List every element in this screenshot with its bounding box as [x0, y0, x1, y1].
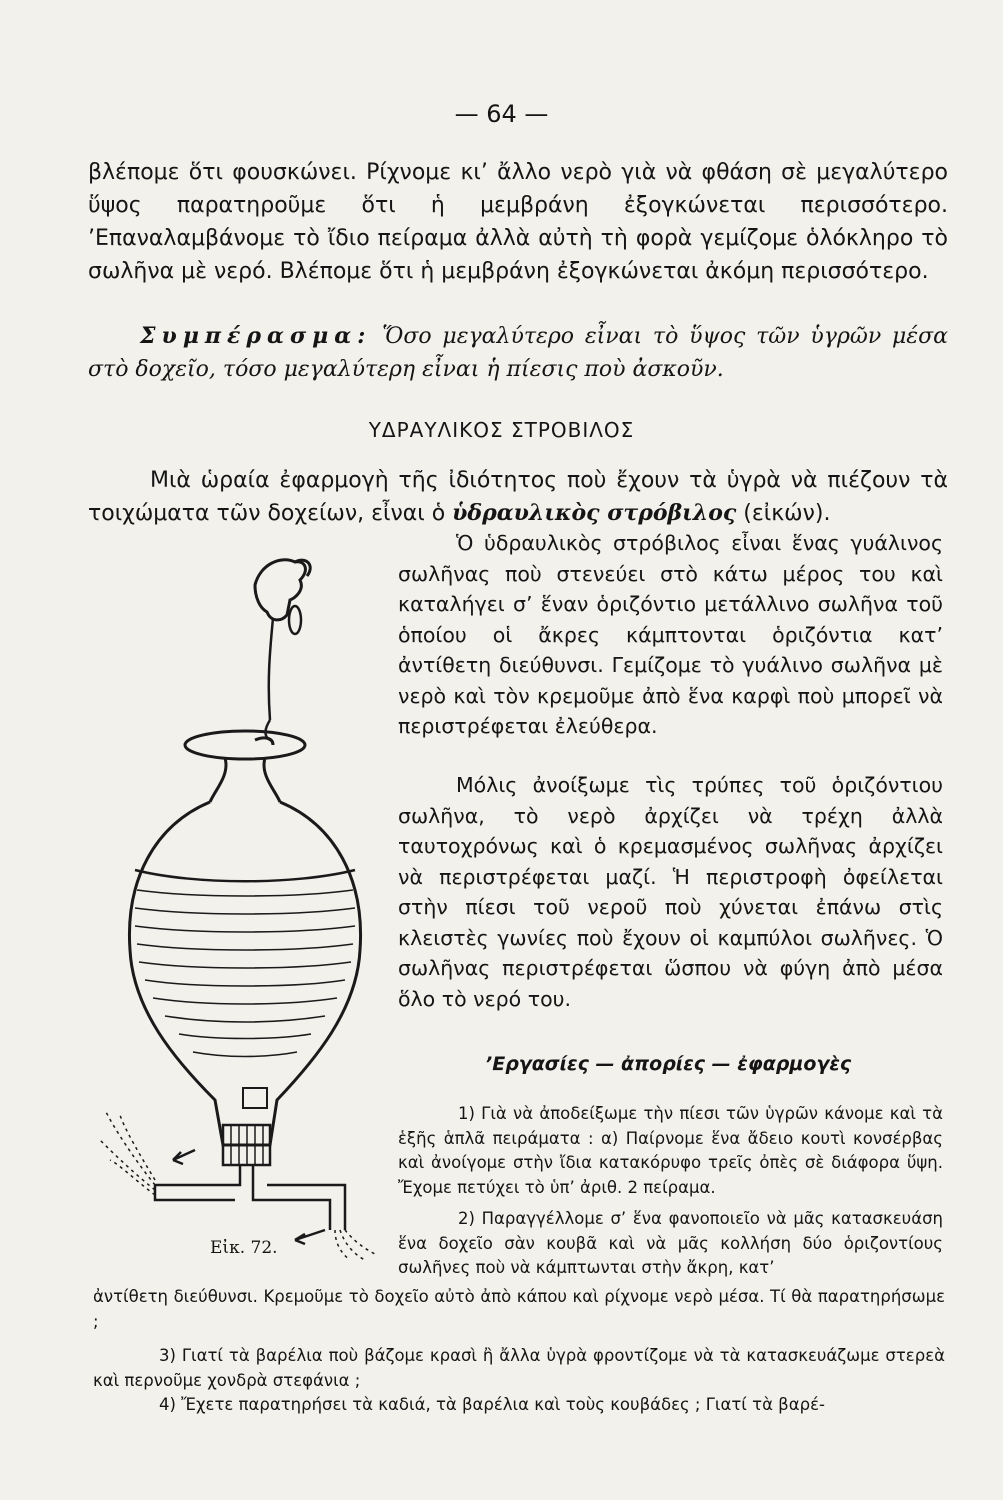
water-jet-right — [335, 1230, 375, 1260]
exercise-3: 3) Γιατί τὰ βαρέλια ποὺ βάζομε κρασὶ ἢ ἄλλα ὑγρὰ φροντίζομε νὰ τὰ κατασκευάζωμε στερεὰ καὶ περνοῦμε χονδρὰ στεφάνια ; — [93, 1346, 945, 1390]
figure-caption: Εἰκ. 72. — [210, 1238, 278, 1258]
conclusion-text: Ὅσο μεγαλύτερο εἶναι τὸ ὕψος τῶν ὑγρῶν μέσα στὸ δοχεῖο, τόσο μεγαλύτερη εἶναι ἡ πίεσις ποὺ ἀσκοῦν. — [88, 324, 948, 382]
exercise-1: 1) Γιὰ νὰ ἀποδείξωμε τὴν πίεσι τῶν ὑγρῶν κάνομε καὶ τὰ ἑξῆς ἁπλᾶ πειράματα : α) Παίρνομε ἕνα ἄδειο κουτὶ κονσέρβας καὶ ἀνοίγομε στὴν ἴδια κατακόρυφο τρεῖς ὀπὲς σὲ διάφορα ὕψη. Ἔχομε πετύχει τὸ ὑπ’ ἀριθ. 2 πείραμα. — [398, 1104, 943, 1197]
turbine-operation: Μόλις ἀνοίξωμε τὶς τρύπες τοῦ ὁριζόντιου σωλῆνα, τὸ νερὸ ἀρχίζει νὰ τρέχη ἀλλὰ ταυτοχρόνως καὶ ὁ κρεμασμένος σωλῆνας ἀρχίζει νὰ περιστρέφεται μαζί. Ἡ περιστροφὴ ὀφείλεται στὴν πίεσι τοῦ νεροῦ ποὺ χύνεται ἐπάνω στὶς κλειστὲς γωνίες ποὺ ἔχουν οἱ καμπύλοι σωλῆνες. Ὁ σωλῆνας περιστρέφεται ὥσπου νὰ φύγη ἀπὸ μέσα ὅλο τὸ νερό του. — [398, 773, 943, 1011]
hanging-string — [269, 618, 273, 720]
arrow-left — [173, 1150, 195, 1164]
exercise-2-part-1: 2) Παραγγέλλομε σ’ ἕνα φανοποιεῖο νὰ μᾶς κατασκευάση ἕνα δοχεῖο σὰν κουβᾶ καὶ νὰ μᾶς κολλήση δύο ὁριζοντίους σωλῆνες ποὺ νὰ κάμπτωνται στὴν ἄκρη, κατ’ — [398, 1209, 943, 1277]
intro-paragraph — [88, 464, 948, 530]
turbine-description: Ὁ ὑδραυλικὸς στρόβιλος εἶναι ἕνας γυάλινος σωλῆνας ποὺ στενεύει στὸ κάτω μέρος του καὶ καταλήγει σ’ ἕναν ὁριζόντιο μετάλλινο σωλῆνα τοῦ ὁποίου οἱ ἄκρες κάμπτονται ὁριζόντια κατ’ ἀντίθετη διεύθυνσι. Γεμίζομε τὸ γυάλινο σωλῆνα μὲ νερὸ καὶ τὸν κρεμοῦμε ἀπὸ ἕνα καρφὶ ποὺ μπορεῖ νὰ περιστρέφεται ἐλεύθερα. — [398, 531, 943, 738]
conclusion-paragraph — [88, 320, 948, 386]
exercises-heading: ’Εργασίες — ἀπορίες — ἐφαρμογὲς — [485, 1053, 852, 1075]
water-jet-left — [100, 1110, 155, 1195]
exercise-4: 4) Ἔχετε παρατηρήσει τὰ καδιά, τὰ βαρέλια καὶ τοὺς κουβάδες ; Γιατί τὰ βαρέ- — [159, 1395, 825, 1414]
paragraph-continued: βλέπομε ὅτι φουσκώνει. Ρίχνομε κι’ ἄλλο νερὸ γιὰ νὰ φθάση σὲ μεγαλύτερο ὕψος παρατηροῦμε ὅτι ἡ μεμβράνη ἐξογκώνεται περισσότερο. ’Επαναλαμβάνομε τὸ ἴδιο πείραμα ἀλλὰ αὐτὴ τὴ φορὰ γεμίζομε ὁλόκληρο τὸ σωλῆνα μὲ νερό. Βλέπομε ὅτι ἡ μεμβράνη ἐξογκώνεται ἀκόμη περισσότερο. — [88, 160, 948, 284]
water-lines — [135, 890, 355, 1057]
intro-text-after: (εἰκών). — [743, 501, 831, 526]
arrow-right — [295, 1230, 325, 1244]
page-number: — 64 — — [454, 100, 549, 128]
hydraulic-turbine-illustration — [95, 540, 395, 1260]
exercise-2-part-2: ἀντίθετη διεύθυνσι. Κρεμοῦμε τὸ δοχεῖο αὐτὸ ἀπὸ κάπου καὶ ρίχνομε νερὸ μέσα. Τί θὰ παρατηρήσωμε ; — [93, 1287, 945, 1331]
glass-vessel — [129, 802, 360, 1145]
horizontal-tube — [155, 1165, 345, 1230]
intro-text-before: Μιὰ ὡραία ἐφαρμογὴ τῆς ἰδιότητος ποὺ ἔχουν τὰ ὑγρὰ νὰ πιέζουν τὰ τοιχώματα τῶν δοχείων, εἶναι ὁ — [88, 468, 948, 526]
top-ring — [185, 731, 305, 759]
hand-drawing — [255, 560, 305, 620]
intro-term: ὑδραυλικὸς στρόβιλος — [452, 500, 737, 526]
section-heading: ΥΔΡΑΥΛΙΚΟΣ ΣΤΡΟΒΙΛΟΣ — [368, 418, 635, 442]
conclusion-label: Συμπέρασμα: — [140, 323, 372, 349]
